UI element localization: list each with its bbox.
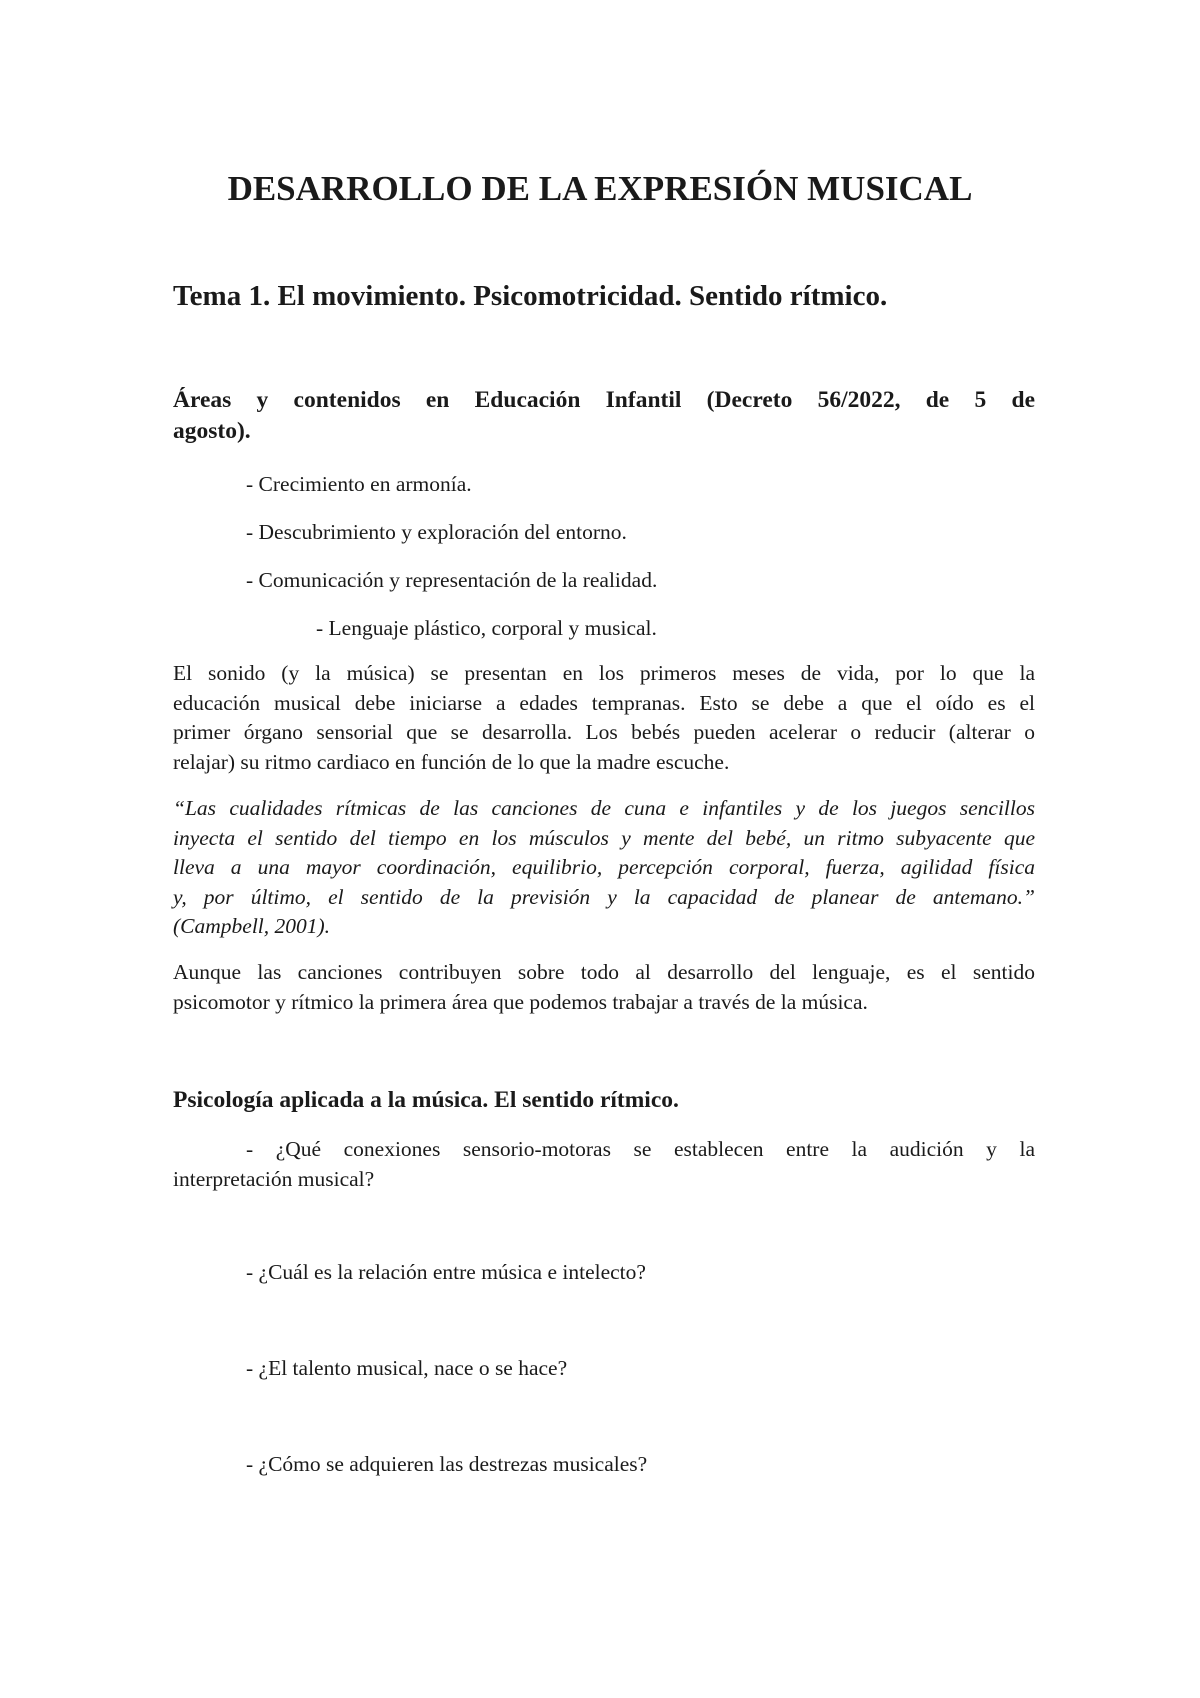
section-heading-line: agosto). [173,418,251,444]
list-subitem: - Lenguaje plástico, corporal y musical. [316,616,657,640]
quote-block [173,794,1035,942]
quote-line: inyecta el sentido del tiempo en los músculos y mente del bebé, un ritmo subyacente que [173,825,1035,850]
quote-line: y, por último, el sentido de la previsión y la capacidad de planear de antemano.” [173,884,1035,909]
citation: (Campbell, 2001). [173,914,331,938]
question-item: - ¿El talento musical, nace o se hace? [246,1356,568,1380]
question-item: - ¿Cuál es la relación entre música e intelecto? [246,1260,646,1284]
quote-line: lleva a una mayor coordinación, equilibrio, percepción corporal, fuerza, agilidad física [173,855,1035,879]
paragraph-line: educación musical debe iniciarse a edades tempranas. Esto se debe a que el oído es el [173,690,1035,715]
list-item: - Comunicación y representación de la realidad. [246,568,658,592]
quote-line: “Las cualidades rítmicas de las canciones de cuna e infantiles y de los juegos sencillos [173,796,1035,820]
question-line: interpretación musical? [173,1166,375,1191]
question-item [173,1135,1035,1194]
paragraph-line: El sonido (y la música) se presentan en los primeros meses de vida, por lo que la [173,661,1035,685]
topic-heading: Tema 1. El movimiento. Psicomotricidad. Sentido rítmico. [173,280,888,312]
section-heading-line: Áreas y contenidos en Educación Infantil (Decreto 56/2022, de 5 de [173,387,1035,413]
paragraph-line: primer órgano sensorial que se desarrolla. Los bebés pueden acelerar o reducir (alterar o [173,720,1035,744]
question-item: - ¿Cómo se adquieren las destrezas musicales? [246,1452,648,1476]
paragraph-line: psicomotor y rítmico la primera área que podemos trabajar a través de la música. [173,989,868,1014]
body-paragraph [173,958,1035,1017]
section-heading-areas [173,385,1035,447]
question-line: - ¿Qué conexiones sensorio-motoras se establecen entre la audición y la [246,1137,1035,1161]
paragraph-line: Aunque las canciones contribuyen sobre todo al desarrollo del lenguaje, es el sentido [173,960,1035,984]
list-item: - Crecimiento en armonía. [246,472,472,496]
list-item: - Descubrimiento y exploración del entorno. [246,520,627,544]
body-paragraph [173,659,1035,777]
section-heading-psychology: Psicología aplicada a la música. El sentido rítmico. [173,1087,679,1113]
document-title: DESARROLLO DE LA EXPRESIÓN MUSICAL [227,169,973,208]
paragraph-line: relajar) su ritmo cardiaco en función de lo que la madre escuche. [173,749,730,774]
